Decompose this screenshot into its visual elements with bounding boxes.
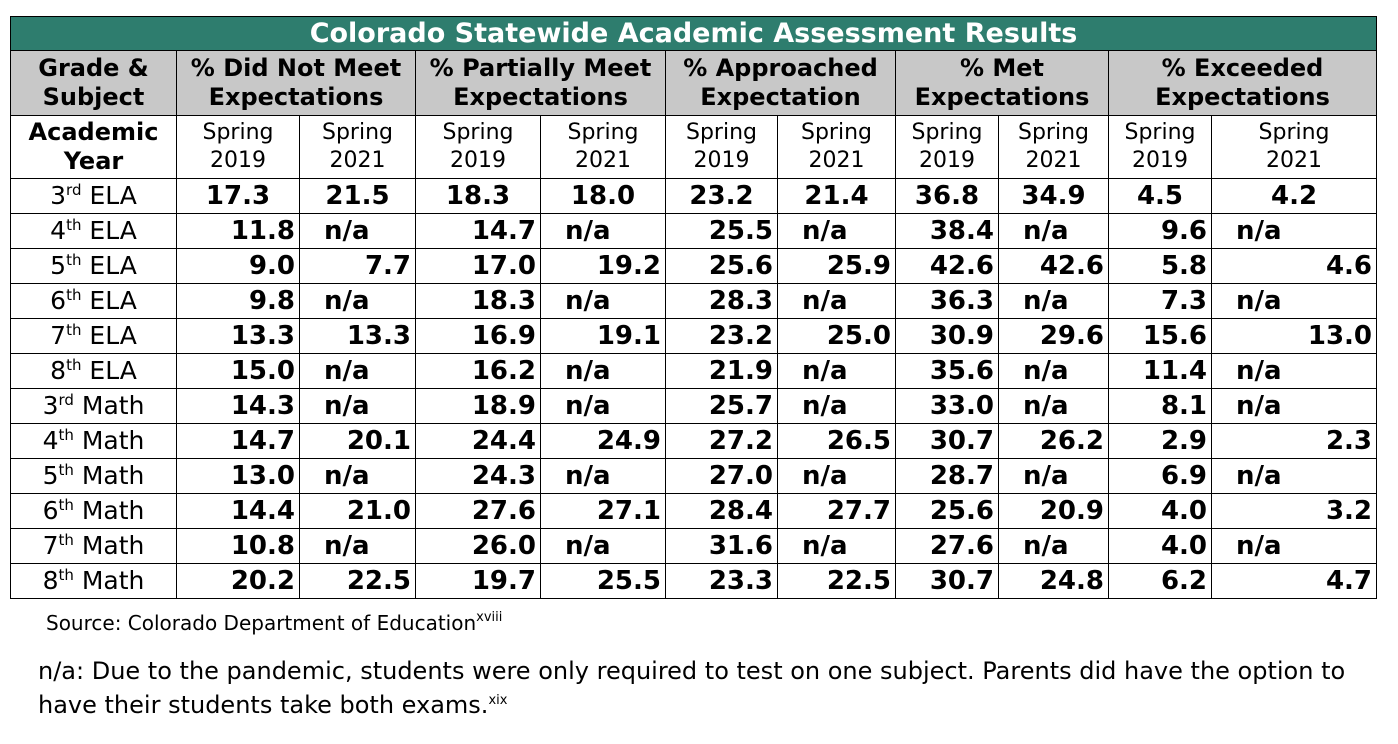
year-cell: Spring 2021	[300, 116, 416, 179]
value-cell: n/a	[300, 389, 416, 424]
row-label: 3rd ELA	[11, 179, 177, 214]
value-cell: 3.2	[1212, 494, 1377, 529]
table-row	[11, 459, 1377, 494]
value-cell: 25.5	[666, 214, 778, 249]
assessment-table-container	[10, 16, 1376, 599]
value-cell: 23.3	[666, 564, 778, 599]
value-cell: 24.3	[416, 459, 541, 494]
value-cell: 6.9	[1109, 459, 1212, 494]
value-cell: 2.9	[1109, 424, 1212, 459]
value-cell: 4.7	[1212, 564, 1377, 599]
value-cell: 27.0	[666, 459, 778, 494]
value-cell: 26.0	[416, 529, 541, 564]
value-cell: 25.6	[666, 249, 778, 284]
value-cell: n/a	[300, 459, 416, 494]
row-label: 3rd Math	[11, 389, 177, 424]
value-cell: n/a	[541, 529, 666, 564]
year-cell: Spring 2019	[416, 116, 541, 179]
row-label: 7th ELA	[11, 319, 177, 354]
value-cell: 14.7	[177, 424, 300, 459]
value-cell: 13.3	[300, 319, 416, 354]
row-label: 6th ELA	[11, 284, 177, 319]
value-cell: 4.0	[1109, 529, 1212, 564]
value-cell: 28.3	[666, 284, 778, 319]
value-cell: 18.0	[541, 179, 666, 214]
value-cell: 24.8	[999, 564, 1109, 599]
value-cell: 28.7	[896, 459, 999, 494]
value-cell: n/a	[999, 389, 1109, 424]
value-cell: n/a	[778, 354, 896, 389]
year-cell: Spring 2021	[778, 116, 896, 179]
value-cell: n/a	[541, 459, 666, 494]
header-group: % Did Not Meet Expectations	[177, 51, 416, 116]
table-row	[11, 179, 1377, 214]
value-cell: 18.3	[416, 284, 541, 319]
value-cell: 4.2	[1212, 179, 1377, 214]
value-cell: n/a	[1212, 389, 1377, 424]
header-group: % Exceeded Expectations	[1109, 51, 1377, 116]
value-cell: 20.9	[999, 494, 1109, 529]
value-cell: 27.2	[666, 424, 778, 459]
value-cell: 22.5	[300, 564, 416, 599]
year-cell: Spring 2019	[177, 116, 300, 179]
value-cell: 30.9	[896, 319, 999, 354]
row-label: 5th ELA	[11, 249, 177, 284]
value-cell: 21.0	[300, 494, 416, 529]
value-cell: n/a	[300, 354, 416, 389]
value-cell: 28.4	[666, 494, 778, 529]
value-cell: 33.0	[896, 389, 999, 424]
value-cell: 31.6	[666, 529, 778, 564]
year-cell: Spring 2021	[1212, 116, 1377, 179]
footnote: n/a: Due to the pandemic, students were only required to test on one subject. Parents did have the option to have their students take both exams.$^{xix}$	[38, 657, 1346, 719]
year-cell: Spring 2019	[896, 116, 999, 179]
value-cell: 34.9	[999, 179, 1109, 214]
year-cell: Spring 2019	[666, 116, 778, 179]
value-cell: 42.6	[999, 249, 1109, 284]
value-cell: 7.3	[1109, 284, 1212, 319]
table-row	[11, 214, 1377, 249]
row-label: 8th Math	[11, 564, 177, 599]
value-cell: 10.8	[177, 529, 300, 564]
value-cell: 30.7	[896, 424, 999, 459]
year-cell: Spring 2021	[999, 116, 1109, 179]
value-cell: 21.5	[300, 179, 416, 214]
value-cell: 24.4	[416, 424, 541, 459]
row-label: 7th Math	[11, 529, 177, 564]
value-cell: n/a	[1212, 214, 1377, 249]
value-cell: 26.2	[999, 424, 1109, 459]
value-cell: n/a	[541, 389, 666, 424]
row-label: 4th ELA	[11, 214, 177, 249]
value-cell: 36.3	[896, 284, 999, 319]
value-cell: 14.4	[177, 494, 300, 529]
table-title: Colorado Statewide Academic Assessment Results	[11, 17, 1377, 51]
value-cell: 19.1	[541, 319, 666, 354]
table-row	[11, 319, 1377, 354]
value-cell: 17.3	[177, 179, 300, 214]
value-cell: n/a	[1212, 459, 1377, 494]
value-cell: n/a	[541, 214, 666, 249]
table-row	[11, 494, 1377, 529]
value-cell: 25.6	[896, 494, 999, 529]
value-cell: 13.0	[177, 459, 300, 494]
academic-year-label: Academic Year	[11, 116, 177, 179]
row-label: 6th Math	[11, 494, 177, 529]
value-cell: n/a	[999, 529, 1109, 564]
value-cell: n/a	[778, 214, 896, 249]
header-group: % Approached Expectation	[666, 51, 896, 116]
value-cell: 4.6	[1212, 249, 1377, 284]
value-cell: 20.2	[177, 564, 300, 599]
value-cell: 18.9	[416, 389, 541, 424]
value-cell: n/a	[1212, 354, 1377, 389]
value-cell: 13.0	[1212, 319, 1377, 354]
row-label: 8th ELA	[11, 354, 177, 389]
value-cell: 7.7	[300, 249, 416, 284]
table-row	[11, 389, 1377, 424]
value-cell: 36.8	[896, 179, 999, 214]
value-cell: n/a	[541, 284, 666, 319]
value-cell: n/a	[1212, 529, 1377, 564]
value-cell: 20.1	[300, 424, 416, 459]
value-cell: 15.0	[177, 354, 300, 389]
value-cell: n/a	[300, 284, 416, 319]
table-row	[11, 424, 1377, 459]
value-cell: n/a	[778, 389, 896, 424]
table-row	[11, 564, 1377, 599]
value-cell: 42.6	[896, 249, 999, 284]
value-cell: 25.9	[778, 249, 896, 284]
value-cell: 16.2	[416, 354, 541, 389]
source-citation: Source: Colorado Department of Education$^{xviii}$	[46, 610, 503, 635]
value-cell: 9.8	[177, 284, 300, 319]
value-cell: 25.5	[541, 564, 666, 599]
table-row	[11, 354, 1377, 389]
value-cell: 8.1	[1109, 389, 1212, 424]
value-cell: 9.0	[177, 249, 300, 284]
value-cell: 17.0	[416, 249, 541, 284]
value-cell: n/a	[999, 214, 1109, 249]
value-cell: n/a	[300, 529, 416, 564]
value-cell: 19.7	[416, 564, 541, 599]
value-cell: n/a	[300, 214, 416, 249]
table-body	[11, 179, 1377, 599]
value-cell: 9.6	[1109, 214, 1212, 249]
row-label: 5th Math	[11, 459, 177, 494]
value-cell: 29.6	[999, 319, 1109, 354]
value-cell: 27.6	[896, 529, 999, 564]
value-cell: 35.6	[896, 354, 999, 389]
value-cell: 6.2	[1109, 564, 1212, 599]
value-cell: 27.7	[778, 494, 896, 529]
value-cell: 13.3	[177, 319, 300, 354]
academic-year-row	[11, 116, 1377, 179]
header-group: % Partially Meet Expectations	[416, 51, 666, 116]
value-cell: 14.7	[416, 214, 541, 249]
value-cell: 27.6	[416, 494, 541, 529]
value-cell: 11.8	[177, 214, 300, 249]
table-row	[11, 529, 1377, 564]
value-cell: 26.5	[778, 424, 896, 459]
value-cell: 19.2	[541, 249, 666, 284]
value-cell: 15.6	[1109, 319, 1212, 354]
value-cell: n/a	[778, 459, 896, 494]
value-cell: n/a	[1212, 284, 1377, 319]
header-grade-subject: Grade & Subject	[11, 51, 177, 116]
value-cell: n/a	[778, 529, 896, 564]
value-cell: 30.7	[896, 564, 999, 599]
value-cell: 11.4	[1109, 354, 1212, 389]
table-row	[11, 249, 1377, 284]
table-row	[11, 284, 1377, 319]
value-cell: 2.3	[1212, 424, 1377, 459]
value-cell: 5.8	[1109, 249, 1212, 284]
header-row	[11, 51, 1377, 116]
header-group: % Met Expectations	[896, 51, 1109, 116]
year-cell: Spring 2021	[541, 116, 666, 179]
value-cell: n/a	[999, 354, 1109, 389]
value-cell: 23.2	[666, 179, 778, 214]
value-cell: 21.9	[666, 354, 778, 389]
value-cell: n/a	[541, 354, 666, 389]
value-cell: n/a	[999, 459, 1109, 494]
value-cell: 25.7	[666, 389, 778, 424]
year-cell: Spring 2019	[1109, 116, 1212, 179]
value-cell: 21.4	[778, 179, 896, 214]
value-cell: 24.9	[541, 424, 666, 459]
value-cell: 38.4	[896, 214, 999, 249]
value-cell: 18.3	[416, 179, 541, 214]
value-cell: 4.0	[1109, 494, 1212, 529]
value-cell: 22.5	[778, 564, 896, 599]
value-cell: 4.5	[1109, 179, 1212, 214]
value-cell: n/a	[778, 284, 896, 319]
row-label: 4th Math	[11, 424, 177, 459]
value-cell: 27.1	[541, 494, 666, 529]
value-cell: 14.3	[177, 389, 300, 424]
value-cell: 25.0	[778, 319, 896, 354]
assessment-table	[10, 16, 1377, 599]
value-cell: n/a	[999, 284, 1109, 319]
value-cell: 16.9	[416, 319, 541, 354]
value-cell: 23.2	[666, 319, 778, 354]
